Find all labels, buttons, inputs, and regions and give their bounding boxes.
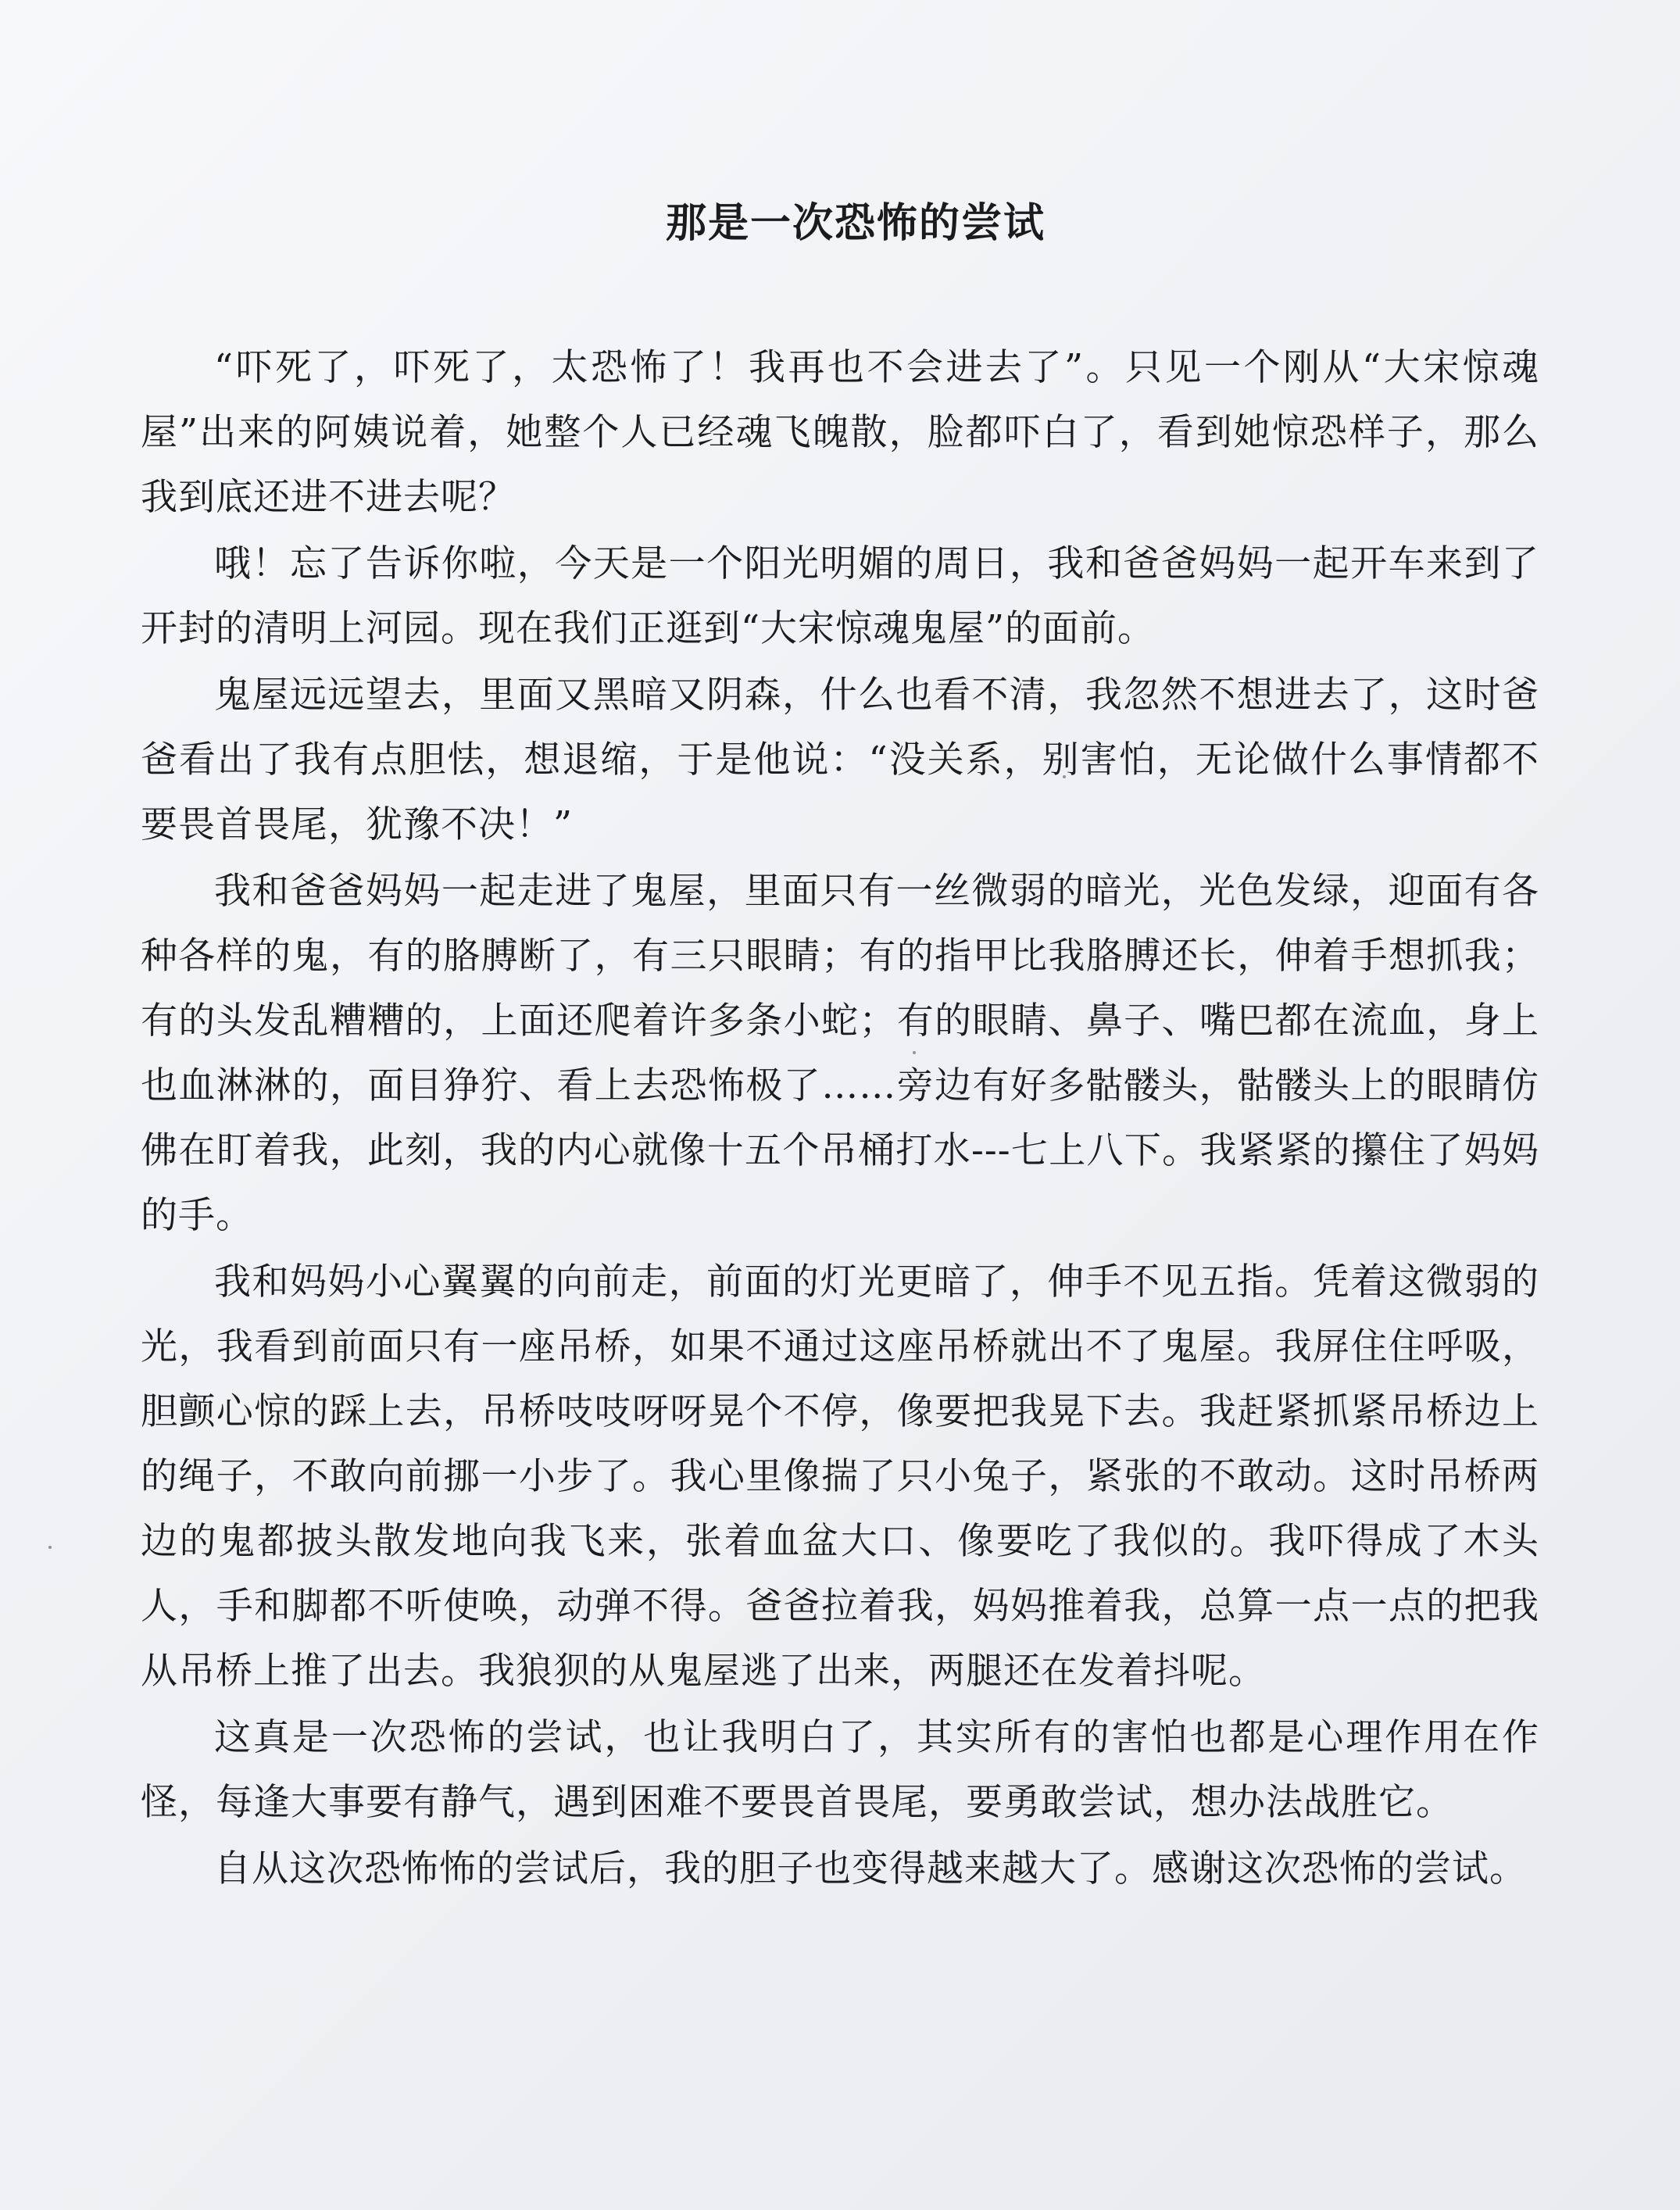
paragraph-5: 我和妈妈小心翼翼的向前走，前面的灯光更暗了，伸手不见五指。凭着这微弱的光，我看到前面只有一座吊桥，如果不通过这座吊桥就出不了鬼屋。我屏住住呼吸，胆颤心惊的踩上去，吊桥吱吱呀呀晃个不停，像要把我晃下去。我赶紧抓紧吊桥边上的绳子，不敢向前挪一小步了。我心里像揣了只小兔子，紧张的不敢动。这时吊桥两边的鬼都披头散发地向我飞来，张着血盆大口、像要吃了我似的。我吓得成了木头人，手和脚都不听使唤，动弹不得。爸爸拉着我，妈妈推着我，总算一点一点的把我从吊桥上推了出去。我狼狈的从鬼屋逃了出来，两腿还在发着抖呢。 [141,1261,1539,1693]
essay [141,199,1539,1903]
paragraph-3: 鬼屋远远望去，里面又黑暗又阴森，什么也看不清，我忽然不想进去了，这时爸爸看出了我有点胆怯，想退缩，于是他说：“没关系，别害怕，无论做什么事情都不要畏首畏尾，犹豫不决！” [141,674,1539,847]
essay-title: 那是一次恐怖的尝试 [665,199,1046,247]
paragraph-4: 我和爸爸妈妈一起走进了鬼屋，里面只有一丝微弱的暗光，光色发绿，迎面有各种各样的鬼，有的胳膊断了，有三只眼睛；有的指甲比我胳膊还长，伸着手想抓我；有的头发乱糟糟的，上面还爬着许多条小蛇；有的眼睛、鼻子、嘴巴都在流血，身上也血淋淋的，面目狰狞、看上去恐怖极了……旁边有好多骷髅头，骷髅头上的眼睛仿佛在盯着我，此刻，我的内心就像十五个吊桶打水---七上八下。我紧紧的攥住了妈妈的手。 [141,870,1539,1238]
paper-speck [48,1546,52,1549]
paragraph-6: 这真是一次恐怖的尝试，也让我明白了，其实所有的害怕也都是心理作用在作怪，每逢大事要有静气，遇到困难不要畏首畏尾，要勇敢尝试，想办法战胜它。 [141,1716,1539,1825]
paragraph-7: 自从这次恐怖怖的尝试后，我的胆子也变得越来越大了。感谢这次恐怖的尝试。 [214,1847,1527,1891]
paragraph-2: 哦！忘了告诉你啦，今天是一个阳光明媚的周日，我和爸爸妈妈一起开车来到了开封的清明上河园。现在我们正逛到“大宋惊魂鬼屋”的面前。 [141,542,1539,651]
paragraph-1: “吓死了，吓死了，太恐怖了！我再也不会进去了”。只见一个刚从“大宋惊魂屋”出来的阿姨说着，她整个人已经魂飞魄散，脸都吓白了，看到她惊恐样子，那么我到底还进不进去呢？ [141,346,1539,520]
